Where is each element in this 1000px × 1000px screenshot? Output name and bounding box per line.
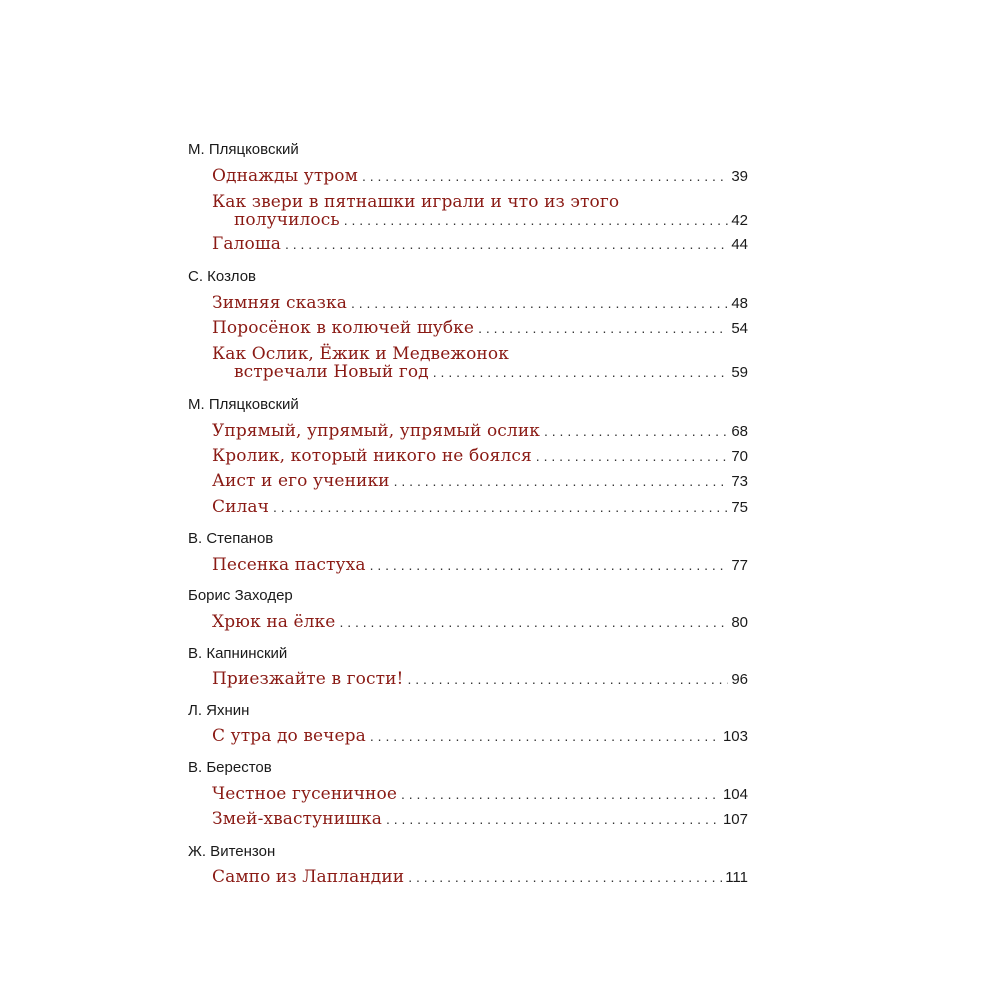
author-name: Ж. Витензон	[188, 843, 276, 860]
page-number: 103	[722, 728, 748, 745]
table-of-contents	[188, 0, 748, 1000]
entry-title: Змей-хвастунишка	[212, 809, 382, 829]
dot-leader	[544, 423, 728, 439]
dot-leader	[536, 448, 729, 464]
page-number: 42	[731, 212, 748, 229]
entry-title: Упрямый, упрямый, упрямый ослик	[212, 421, 540, 441]
dot-leader	[362, 168, 728, 184]
dot-leader	[273, 499, 728, 515]
page-number: 80	[731, 614, 748, 631]
dot-leader	[370, 728, 720, 744]
author-name: М. Пляцковский	[188, 141, 299, 158]
dot-leader	[407, 671, 728, 687]
entry-title: Поросёнок в колючей шубке	[212, 318, 475, 338]
page-number: 96	[731, 671, 748, 688]
entry-title-line1: Как Ослик, Ёжик и Медвежонок	[212, 344, 509, 364]
page-number: 68	[731, 423, 748, 440]
page-number: 75	[731, 499, 748, 516]
page-number: 48	[731, 295, 748, 312]
entry-title: Честное гусеничное	[212, 784, 397, 804]
dot-leader	[401, 786, 720, 802]
entry-title: Силач	[212, 497, 270, 517]
entry-title: Зимняя сказка	[212, 293, 347, 313]
dot-leader	[344, 212, 729, 228]
page-number: 107	[722, 811, 748, 828]
page-number: 59	[731, 364, 748, 381]
dot-leader	[433, 364, 729, 380]
entry-title: Галоша	[212, 234, 281, 254]
entry-title-line1: Как звери в пятнашки играли и что из этого	[212, 192, 620, 212]
dot-leader	[339, 614, 728, 630]
author-name: Л. Яхнин	[188, 702, 250, 719]
author-name: С. Козлов	[188, 268, 257, 285]
entry-title: Приезжайте в гости!	[212, 669, 404, 689]
entry-title: Хрюк на ёлке	[212, 612, 336, 632]
page-number: 70	[731, 448, 748, 465]
entry-title: Кролик, который никого не боялся	[212, 446, 532, 466]
page-number: 111	[725, 869, 748, 886]
entry-title-line2: встречали Новый год	[234, 362, 429, 382]
page-number: 73	[731, 473, 748, 490]
entry-title: Однажды утром	[212, 166, 358, 186]
page-number: 54	[731, 320, 748, 337]
dot-leader	[351, 295, 728, 311]
dot-leader	[386, 811, 720, 827]
entry-title: Сампо из Лапландии	[212, 867, 405, 887]
author-name: В. Степанов	[188, 530, 274, 547]
page-number: 104	[722, 786, 748, 803]
author-name: В. Берестов	[188, 759, 272, 776]
author-name: Борис Заходер	[188, 587, 293, 604]
dot-leader	[478, 320, 728, 336]
dot-leader	[285, 236, 728, 252]
dot-leader	[408, 869, 722, 885]
page-number: 44	[731, 236, 748, 253]
author-name: В. Капнинский	[188, 645, 288, 662]
entry-title-line2: получилось	[234, 210, 340, 230]
entry-title: Аист и его ученики	[212, 471, 390, 491]
dot-leader	[370, 557, 729, 573]
author-name: М. Пляцковский	[188, 396, 299, 413]
page-number: 39	[731, 168, 748, 185]
dot-leader	[394, 473, 729, 489]
entry-title: С утра до вечера	[212, 726, 366, 746]
page-number: 77	[731, 557, 748, 574]
entry-title: Песенка пастуха	[212, 555, 366, 575]
